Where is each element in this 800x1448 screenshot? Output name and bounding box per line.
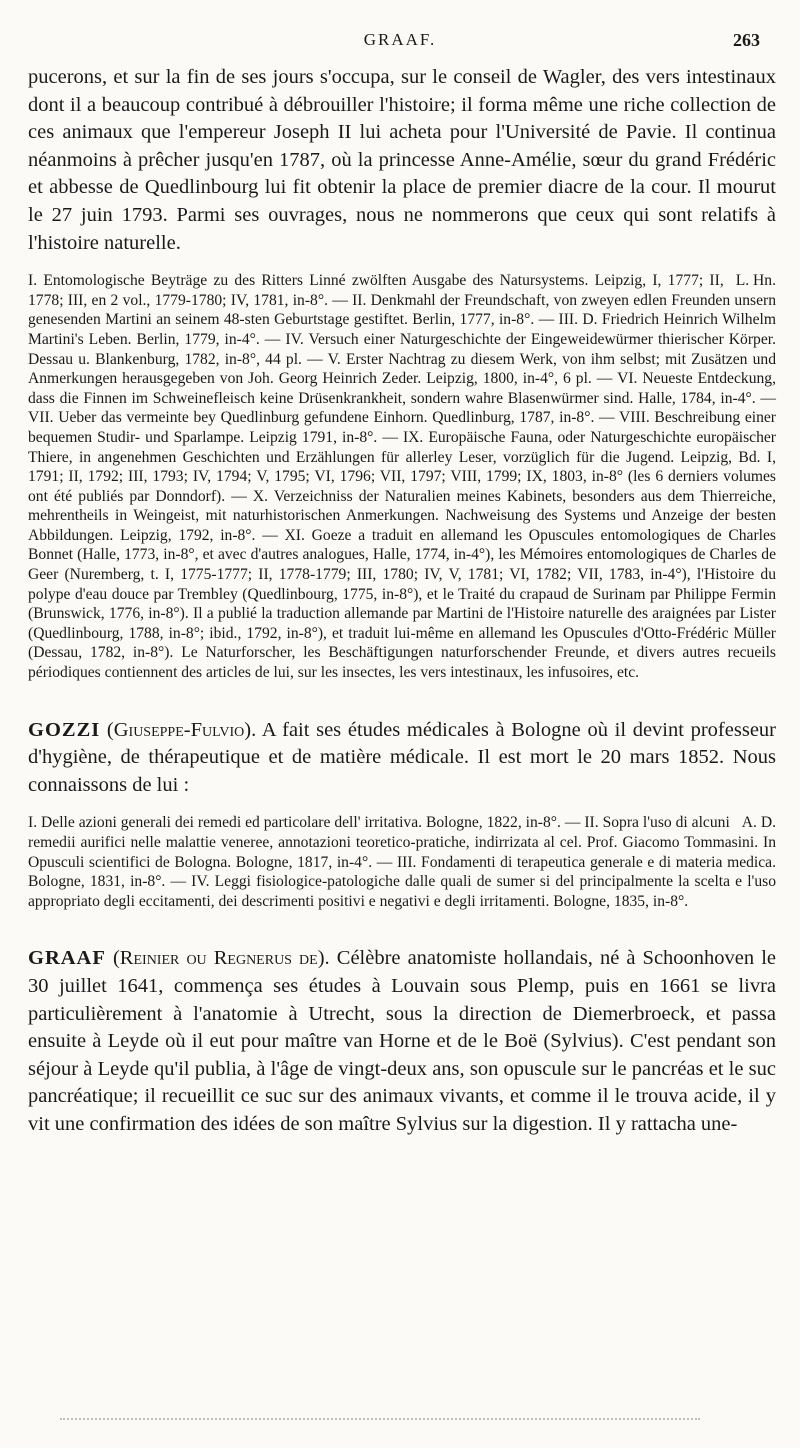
entry-parenthetical: (Giuseppe-Fulvio). — [106, 718, 257, 741]
entry-body-paragraph — [28, 717, 776, 800]
entry-graaf — [28, 945, 776, 1138]
bibliography-text: I. Delle azioni generali dei remedi ed particolare dell' irritativa. Bologne, 1822, in-8°. — II. Sopra l'uso di alcuni remedii aurifici nelle malattie veneree, annotazioni teoretico-pratiche, indirrizata al cel. Prof. Giacomo Tommasini. In Opusculi scientifici de Bologna. Bologne, 1817, in-4°. — III. Fondamenti di terapeutica generale e di materia medica. Bologne, 1831, in-8°. — IV. Leggi fisiologice-patologiche dalle quali de sumer si del principalmente la scelta e l'uso appropriato degli eccitamenti, dei descrimenti positivi e negativi e degli irritamenti. Bologne, 1835, in-8°. — [28, 814, 776, 910]
footer-divider — [60, 1418, 700, 1422]
author-signature: A. D. — [741, 814, 776, 832]
running-title: GRAAF. — [363, 30, 437, 49]
entry-bibliography — [28, 271, 776, 682]
entry-body-paragraph — [28, 945, 776, 1138]
author-signature: L. Hn. — [735, 272, 776, 290]
entry-bibliography — [28, 813, 776, 911]
bibliography-text: I. Entomologische Beyträge zu des Ritters Linné zwölften Ausgabe des Natursystems. Leipzig, I, 1777; II, 1778; III, en 2 vol., 1779-1780; IV, 1781, in-8°. — II. Denkmahl der Freundschaft, von zweyen edlen Freunden unsern genesenden Martini an seinem 48-sten Geburtstage gestiftet. Berlin, 1777, in-8°. — III. D. Friedrich Heinrich Wilhelm Martini's Leben. Berlin, 1779, in-4°. — IV. Versuch einer Naturgeschichte der Eingeweidewürmer thierischer Körper. Dessau u. Blankenburg, 1782, in-8°, 44 pl. — V. Erster Nachtrag zu diesem Werk, von ihm selbst; mit Zusätzen und Anmerkungen herausgegeben von Joh. Georg Heinrich Zeder. Leipzig, 1800, in-4°, 6 pl. — VI. Neueste Entdeckung, dass die Finnen im Schweinefleisch keine Drüsenkrankheit, sondern wahre Blasenwürmer sind. Halle, 1784, in-4°. — VII. Ueber das vermeinte bey Quedlinburg gefundene Einhorn. Quedlinburg, 1787, in-8°. — VIII. Beschreibung einer bequemen Studir- und Sparlampe. Leipzig 1791, in-8°. — IX. Europäische Fauna, oder Naturgeschichte europäischer Thiere, in angenehmen Geschichten und Erzählungen für allerley Leser, vorzüglich für die Jugend. Leipzig, Bd. I, 1791; II, 1792; III, 1793; IV, 1794; V, 1795; VI, 1796; VII, 1797; VIII, 1799; IX, 1803, in-8° (les 6 derniers volumes ont été publiés par Donndorf). — X. Verzeichniss der Naturalien meines Kabinets, besonders aus dem Thierreiche, mehrentheils in Weingeist, mit naturhistorischen Anmerkungen. Nachweisung des Systems und Anzeige der besten Abbildungen. Leipzig, 1792, in-8°. — XI. Goeze a traduit en allemand les Opuscules entomologiques de Charles Bonnet (Halle, 1773, in-8°, et avec d'autres analogues, Halle, 1774, in-4°), les Mémoires entomologiques de Charles de Geer (Nuremberg, t. I, 1775-1777; II, 1778-1779; III, 1780; IV, V, 1781; VI, 1782; VII, 1783, in-4°), l'Histoire du polype d'eau douce par Trembley (Quedlinbourg, 1775, in-8°), et le Traité du crapaud de Surinam par Philippe Fermin (Brunswick, 1776, in-8°). Il a publié la traduction allemande par Martini de l'Histoire naturelle des araignées par Lister (Quedlinbourg, 1788, in-8°; ibid., 1792, in-8°), et traduit lui-même en allemand les Opuscules d'Otto-Frédéric Müller (Dessau, 1782, in-8°). Le Naturforscher, les Beschäftigungen naturforschender Freunde, et divers autres recueils périodiques contiennent des articles de lui, sur les insectes, les vers intestinaux, les infusoires, etc. — [28, 272, 776, 682]
entry-goeze-continuation — [28, 64, 776, 683]
entry-body: pucerons, et sur la fin de ses jours s'occupa, sur le conseil de Wagler, des vers intestinaux dont il a beaucoup contribué à débrouiller l'histoire; il forma même une riche collection de ces animaux que l'empereur Joseph II lui acheta pour l'Université de Pavie. Il continua néanmoins à prêcher jusqu'en 1787, où la princesse Anne-Amélie, sœur du grand Frédéric et abbesse de Quedlinbourg lui fit obtenir la place de premier diacre de la cour. Il mourut le 27 juin 1793. Parmi ses ouvrages, nous ne nommerons que ceux qui sont relatifs à l'histoire naturelle. — [28, 66, 776, 254]
entry-gozzi — [28, 717, 776, 912]
entry-body: A fait ses études médicales à Bologne où il devint professeur d'hygiène, de thérapeutique et de matière médicale. Il est mort le 20 mars 1852. Nous connaissons de lui : — [28, 718, 776, 796]
page-number: 263 — [733, 30, 760, 50]
running-head — [0, 30, 800, 58]
page-content — [28, 64, 776, 1139]
entry-body: Célèbre anatomiste hollandais, né à Schoonhoven le 30 juillet 1641, commença ses études à Louvain sous Plemp, puis en 1661 se livra particulièrement à l'anatomie à Utrecht, sous la direction de Diemerbroeck, et passa ensuite à Leyde où il eut pour maître van Horne et de le Boë (Sylvius). C'est pendant son séjour à Leyde qu'il publia, à l'âge de vingt-deux ans, son opuscule sur le pancréas et le suc pancréatique; il recueillit ce suc sur des animaux vivants, et comme il le trouva acide, il y vit une confirmation des idées de son maître Sylvius sur la digestion. Il y rattacha une- — [28, 947, 777, 1135]
entry-headword: GRAAF — [28, 947, 106, 970]
entry-headword: GOZZI — [28, 718, 101, 741]
entry-parenthetical: (Reinier ou Regnerus de). — [112, 947, 330, 970]
